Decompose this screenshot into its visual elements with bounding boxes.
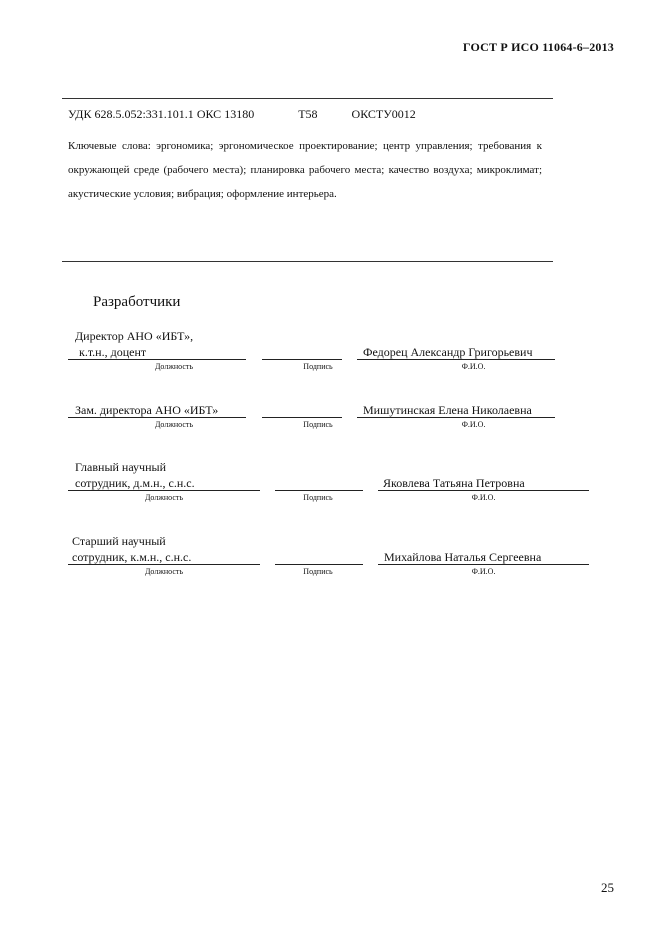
position-caption: Должность — [144, 493, 184, 502]
t-code: Т58 — [298, 107, 318, 121]
position-underline — [68, 564, 260, 565]
udk-code: УДК 628.5.052:331.101.1 — [68, 107, 194, 121]
signature-underline — [262, 359, 342, 360]
position-underline — [68, 490, 260, 491]
classification-line — [68, 107, 416, 122]
signature-underline — [262, 417, 342, 418]
developer-name: Яковлева Татьяна Петровна — [383, 476, 525, 490]
oks-code: ОКС 13180 — [196, 107, 255, 121]
position-caption: Должность — [154, 420, 194, 429]
developers-title: Разработчики — [93, 294, 181, 310]
name-caption: Ф.И.О. — [471, 567, 496, 576]
signature-underline — [275, 490, 363, 491]
signature-underline — [275, 564, 363, 565]
document-code-header: ГОСТ Р ИСО 11064-6–2013 — [462, 40, 614, 54]
developer-name: Мишутинская Елена Николаевна — [363, 403, 532, 417]
developer-name: Федорец Александр Григорьевич — [363, 345, 533, 359]
name-underline — [378, 564, 589, 565]
signature-caption: Подпись — [303, 362, 333, 371]
position-line1: Директор АНО «ИБТ», — [75, 329, 194, 343]
signature-caption: Подпись — [303, 493, 333, 502]
name-underline — [378, 490, 589, 491]
name-underline — [357, 417, 555, 418]
position-line2: к.т.н., доцент — [79, 345, 147, 359]
bottom-divider — [62, 261, 553, 262]
name-caption: Ф.И.О. — [471, 493, 496, 502]
position-line2: сотрудник, к.м.н., с.н.с. — [72, 550, 192, 564]
position-line1: Старший научный — [72, 534, 166, 548]
name-underline — [357, 359, 555, 360]
position-line2: Зам. директора АНО «ИБТ» — [75, 403, 219, 417]
position-line2: сотрудник, д.м.н., с.н.с. — [75, 476, 195, 490]
developer-name: Михайлова Наталья Сергеевна — [384, 550, 542, 564]
name-caption: Ф.И.О. — [461, 362, 486, 371]
top-divider — [62, 98, 553, 99]
position-caption: Должность — [144, 567, 184, 576]
name-caption: Ф.И.О. — [461, 420, 486, 429]
position-line1: Главный научный — [75, 460, 167, 474]
signature-caption: Подпись — [303, 420, 333, 429]
position-underline — [68, 359, 246, 360]
okstu-code: ОКСТУ0012 — [351, 107, 416, 121]
keywords-paragraph: Ключевые слова: эргономика; эргономическое проектирование; центр управления; требования к окружающей среде (рабочего места); планировка рабочего места; качество воздуха; микроклимат; акустические условия; вибрация; оформление интерьера. — [68, 140, 542, 200]
position-caption: Должность — [154, 362, 194, 371]
page-number: 25 — [601, 880, 614, 895]
signature-caption: Подпись — [303, 567, 333, 576]
position-underline — [68, 417, 246, 418]
